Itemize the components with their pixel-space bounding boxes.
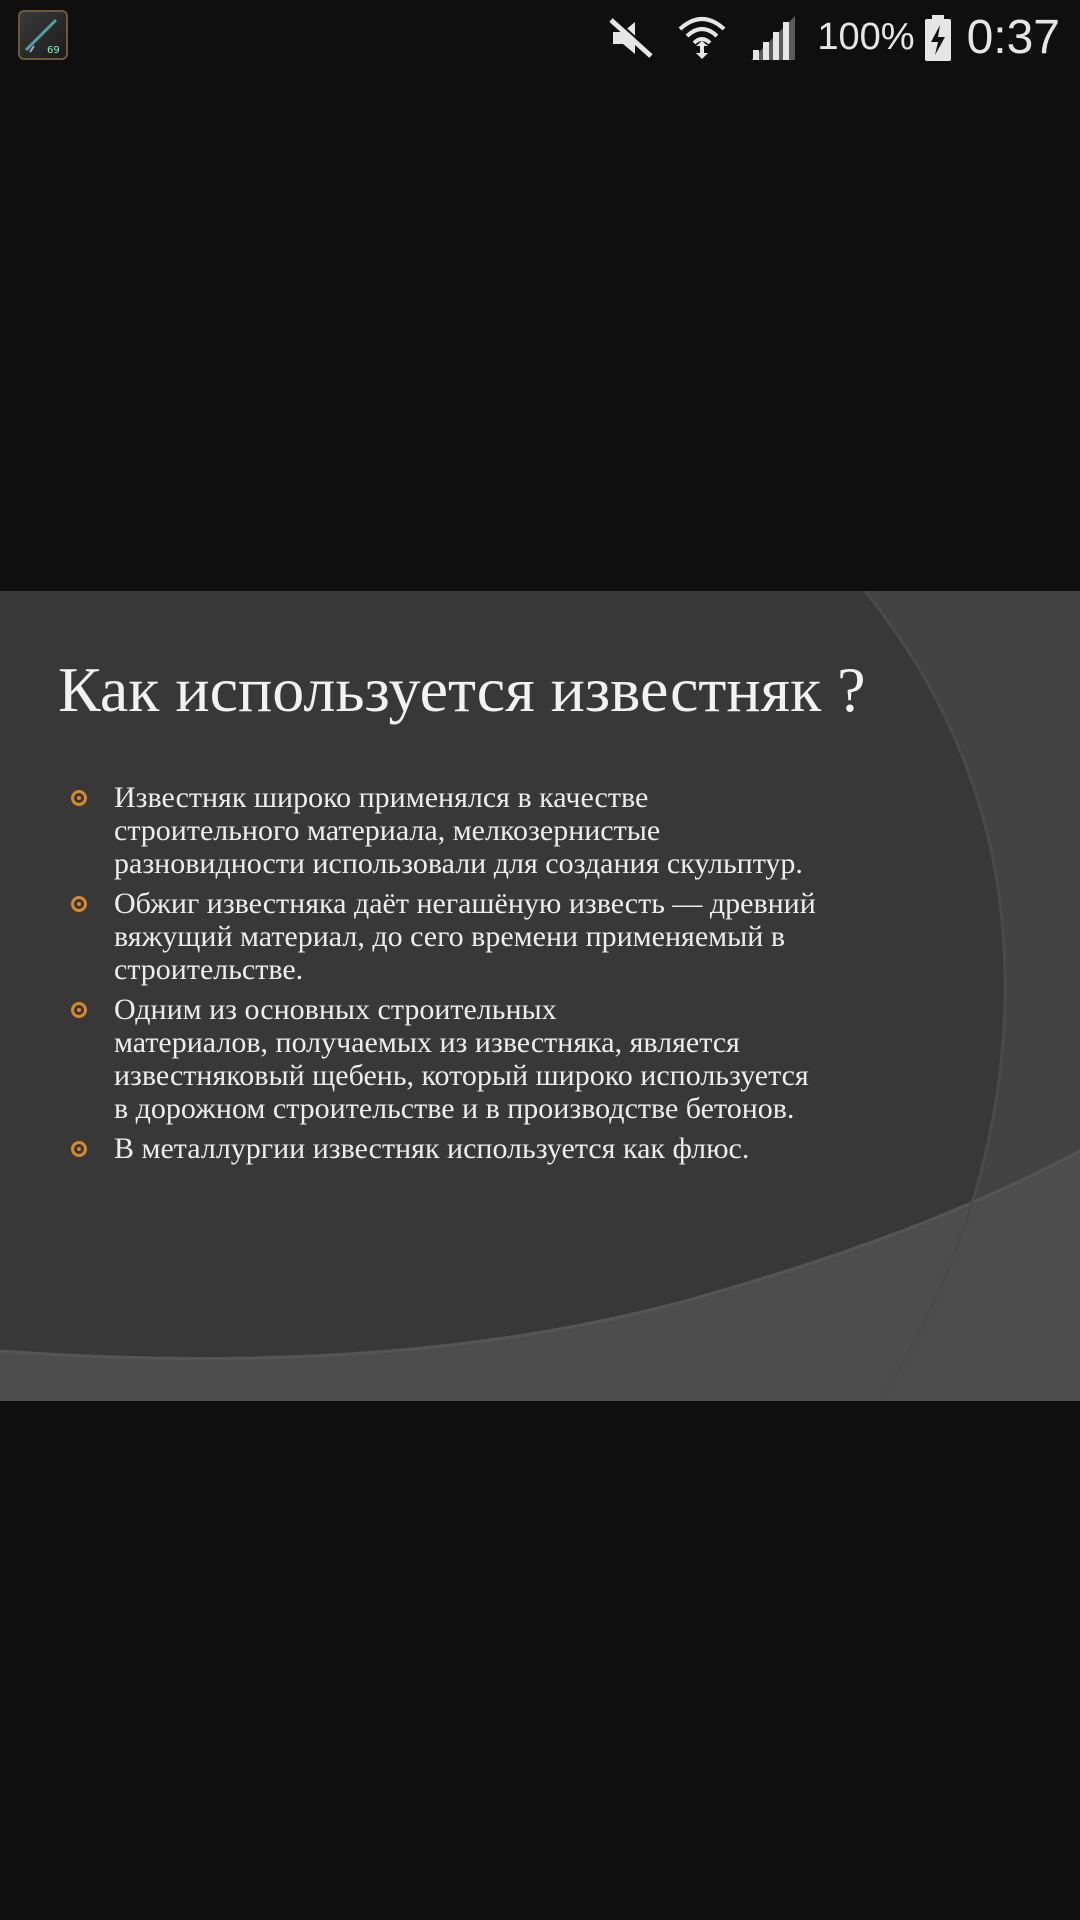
list-item: [0, 993, 1080, 1125]
list-item: [0, 887, 1080, 986]
list-item: [0, 781, 1080, 880]
status-bar: [0, 0, 1080, 75]
clock: 0:37: [966, 11, 1060, 64]
wifi-icon: [677, 13, 727, 63]
bullet-text: В металлургии известняк используется как флюс.: [114, 1132, 750, 1165]
status-icons: [585, 0, 1060, 75]
presentation-slide: [0, 591, 1080, 1401]
bullet-icon: [71, 790, 87, 806]
list-item: [0, 1132, 1080, 1165]
bullet-list: [0, 781, 1080, 1172]
bullet-icon: [71, 1002, 87, 1018]
bullet-text: Обжиг известняка даёт негашёную известь — древний вяжущий материал, до сего времени применяемый в строительстве.: [114, 887, 816, 986]
bullet-text: Одним из основных строительных материалов, получаемых из известняка, является известняковый щебень, который широко используется в дорожном строительстве и в производстве бетонов.: [114, 993, 809, 1125]
svg-text:69: 69: [47, 45, 60, 56]
battery-charging-icon: [923, 13, 953, 63]
bullet-text: Известняк широко применялся в качестве строительного материала, мелкозернистые разновидности использовали для создания скульптур.: [114, 781, 803, 880]
app-notification-icon: [18, 10, 68, 60]
bullet-icon: [71, 1141, 87, 1157]
mute-icon: [607, 16, 655, 60]
bullet-icon: [71, 896, 87, 912]
signal-icon: [749, 14, 799, 62]
slide-title: Как используется известняк ?: [58, 654, 866, 725]
battery-percentage: 100%: [817, 16, 915, 58]
